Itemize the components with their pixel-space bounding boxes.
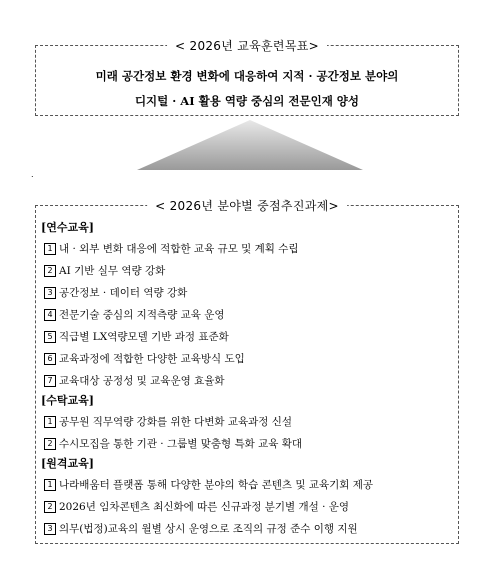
up-arrow-icon (135, 118, 365, 172)
goal-text-line1: 미래 공간정보 환경 변화에 대응하여 지적 · 공간정보 분야의 (95, 69, 399, 83)
list-item (44, 348, 245, 364)
list-item (44, 260, 165, 276)
list-item (44, 304, 225, 320)
list-item (44, 496, 349, 512)
list-item (44, 370, 225, 386)
item-number-box: 2 (44, 265, 56, 277)
list-item (44, 518, 358, 534)
item-text: AI 기반 실무 역량 강화 (59, 265, 166, 277)
item-text: 전문기술 중심의 지적측량 교육 운영 (59, 309, 225, 321)
list-item (44, 474, 373, 490)
item-text: 2026년 임차콘텐츠 최신화에 따른 신규과정 분기별 개설 · 운영 (59, 501, 350, 513)
list-item (44, 238, 299, 254)
item-number-box: 1 (44, 416, 56, 428)
item-text: 직급별 LX역량모델 기반 과정 표준화 (59, 331, 229, 343)
goal-text-line2: 디지털 · AI 활용 역량 중심의 전문인재 양성 (134, 94, 360, 108)
list-item (44, 282, 187, 298)
item-number-box: 3 (44, 287, 56, 299)
list-item (44, 411, 292, 427)
section-label: [연수교육] (41, 221, 94, 234)
goal-box (35, 39, 459, 116)
item-number-box: 6 (44, 353, 56, 365)
item-text: 교육과정에 적합한 다양한 교육방식 도입 (59, 353, 245, 365)
item-number-box: 1 (44, 479, 56, 491)
item-text: 내 · 외부 변화 대응에 적합한 교육 규모 및 계획 수립 (59, 243, 299, 255)
goal-title: < 2026년 교육훈련목표> (167, 37, 327, 54)
list-item (44, 326, 229, 342)
item-text: 의무(법정)교육의 월별 상시 운영으로 조직의 규정 준수 이행 지원 (59, 523, 358, 535)
item-number-box: 3 (44, 523, 56, 535)
tasks-box (35, 199, 459, 544)
list-item (44, 433, 302, 449)
item-number-box: 7 (44, 375, 56, 387)
item-number-box: 2 (44, 501, 56, 513)
section-label: [수탁교육] (41, 394, 94, 407)
item-number-box: 4 (44, 309, 56, 321)
item-text: 교육대상 공정성 및 교육운영 효율화 (59, 375, 225, 387)
item-text: 공간정보 · 데이터 역량 강화 (59, 287, 188, 299)
item-text: 공무원 직무역량 강화를 위한 다변화 교육과정 신설 (59, 416, 293, 428)
item-number-box: 5 (44, 331, 56, 343)
item-number-box: 2 (44, 438, 56, 450)
item-text: 나라배움터 플랫폼 통해 다양한 분야의 학습 콘텐츠 및 교육기회 제공 (59, 479, 374, 491)
stray-dot: . (31, 170, 34, 179)
item-number-box: 1 (44, 243, 56, 255)
item-text: 수시모집을 통한 기관 · 그룹별 맞춤형 특화 교육 확대 (59, 438, 303, 450)
tasks-title: < 2026년 분야별 중점추진과제> (147, 197, 347, 214)
section-label: [원격교육] (41, 457, 94, 470)
